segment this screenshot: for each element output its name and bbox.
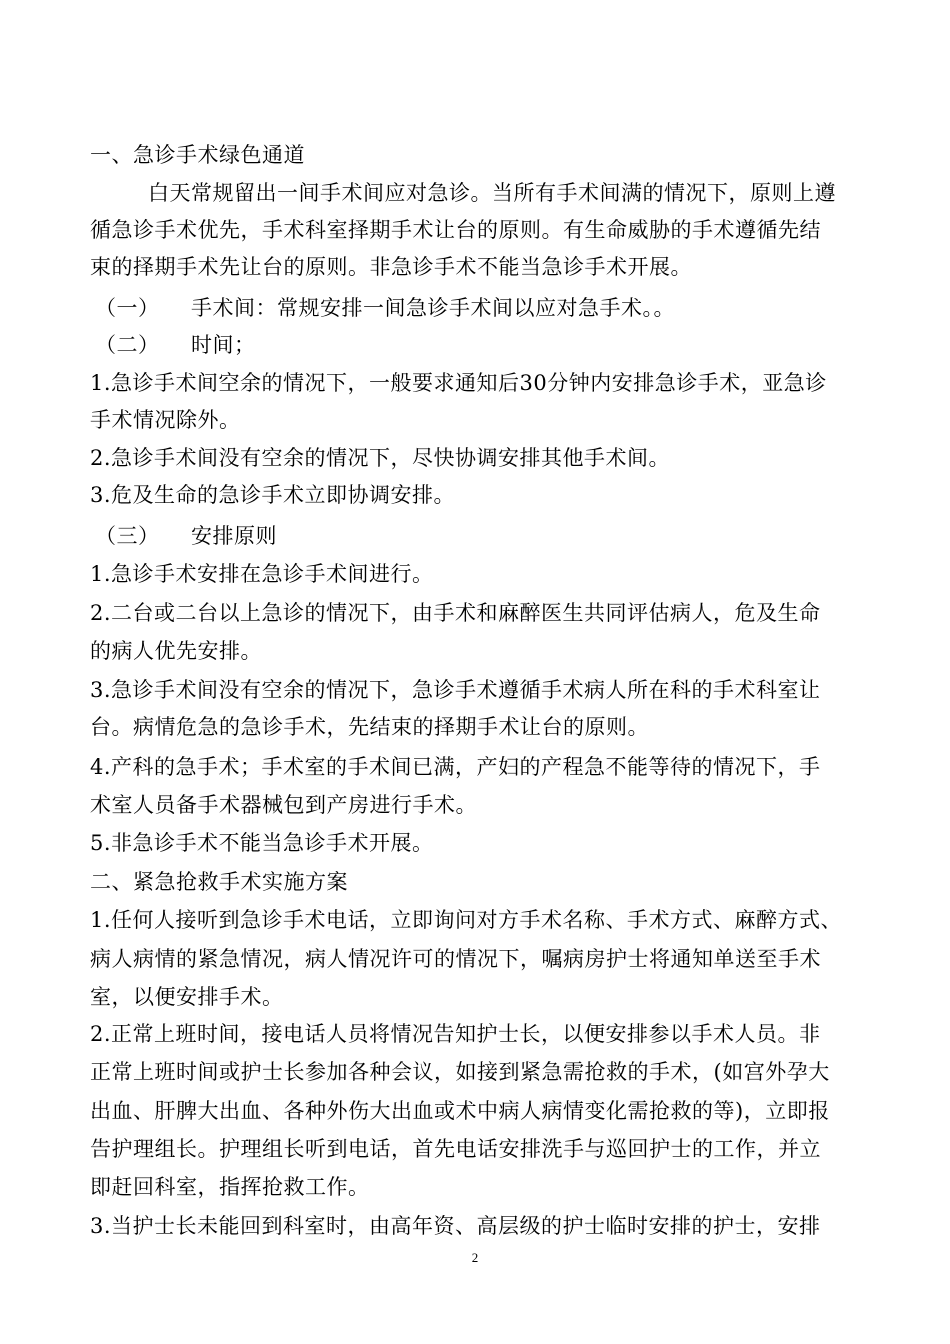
subheading-2 <box>95 328 875 362</box>
list-item-continuation: 即赶回科室，指挥抢救工作。 <box>90 1175 370 1199</box>
section-heading-1: 一、急诊手术绿色通道 <box>90 143 305 167</box>
subheading-text: 时间； <box>191 333 256 357</box>
list-item-continuation: 出血、肝脾大出血、各种外伤大出血或术中病人病情变化需抢救的等)，立即报 <box>90 1099 830 1123</box>
list-item: 2.二台或二台以上急诊的情况下，由手术和麻醉医生共同评估病人，危及生命 <box>90 601 821 625</box>
subheading-number: （三） <box>95 524 160 548</box>
list-item-continuation: 病人病情的紧急情况，病人情况许可的情况下，嘱病房护士将通知单送至手术 <box>90 947 821 971</box>
list-item-continuation: 手术情况除外。 <box>90 408 241 432</box>
list-item-continuation: 的病人优先安排。 <box>90 639 262 663</box>
section-heading-2: 二、紧急抢救手术实施方案 <box>90 870 348 894</box>
list-item: 2.急诊手术间没有空余的情况下，尽快协调安排其他手术间。 <box>90 446 671 470</box>
list-item: 3.当护士长未能回到科室时，由高年资、高层级的护士临时安排的护士，安排 <box>90 1214 821 1238</box>
list-item: 5.非急诊手术不能当急诊手术开展。 <box>90 831 434 855</box>
list-item: 1.任何人接听到急诊手术电话，立即询问对方手术名称、手术方式、麻醉方式、 <box>90 908 843 932</box>
subheading-3 <box>95 519 875 553</box>
list-item: 3.急诊手术间没有空余的情况下，急诊手术遵循手术病人所在科的手术科室让 <box>90 678 821 702</box>
list-item-continuation: 告护理组长。护理组长听到电话，首先电话安排洗手与巡回护士的工作，并立 <box>90 1137 821 1161</box>
subheading-1 <box>95 291 875 325</box>
list-item-continuation: 术室人员备手术器械包到产房进行手术。 <box>90 793 477 817</box>
list-item: 1.急诊手术安排在急诊手术间进行。 <box>90 562 434 586</box>
subheading-text: 手术间：常规安排一间急诊手术间以应对急手术。。 <box>191 296 675 320</box>
list-item-continuation: 室，以便安排手术。 <box>90 985 284 1009</box>
paragraph-line: 束的择期手术先让台的原则。非急诊手术不能当急诊手术开展。 <box>90 255 692 279</box>
subheading-number: （二） <box>95 333 160 357</box>
list-item: 4.产科的急手术；手术室的手术间已满，产妇的产程急不能等待的情况下，手 <box>90 755 821 779</box>
subheading-number: （一） <box>95 296 160 320</box>
list-item: 3.危及生命的急诊手术立即协调安排。 <box>90 483 456 507</box>
list-item: 1.急诊手术间空余的情况下，一般要求通知后30分钟内安排急诊手术，亚急诊 <box>90 371 827 395</box>
list-item: 2.正常上班时间，接电话人员将情况告知护士长，以便安排参以手术人员。非 <box>90 1022 821 1046</box>
paragraph-line: 循急诊手术优先，手术科室择期手术让台的原则。有生命威胁的手术遵循先结 <box>90 218 821 242</box>
list-item-continuation: 正常上班时间或护士长参加各种会议，如接到紧急需抢救的手术，(如宫外孕大 <box>90 1060 830 1084</box>
subheading-text: 安排原则 <box>191 524 277 548</box>
paragraph-line: 白天常规留出一间手术间应对急诊。当所有手术间满的情况下，原则上遵 <box>148 181 836 205</box>
list-item-continuation: 台。病情危急的急诊手术，先结束的择期手术让台的原则。 <box>90 715 649 739</box>
page-number: 2 <box>471 1250 479 1265</box>
